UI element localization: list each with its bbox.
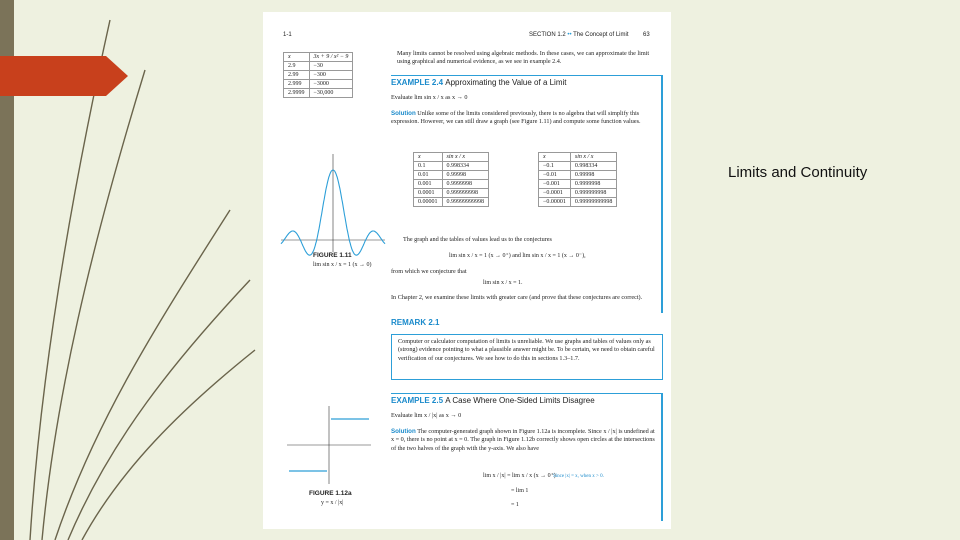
- figure112a-label: FIGURE 1.12a: [309, 490, 352, 497]
- example25-vrule: [661, 393, 663, 521]
- header-section: SECTION 1.2: [529, 32, 566, 38]
- table2-cell: 0.99999999998: [442, 198, 489, 207]
- example24-evaluate: Evaluate lim sin x / x as x → 0: [391, 94, 468, 101]
- table3-cell: 0.99998: [570, 171, 617, 180]
- table2-cell: 0.1: [414, 162, 443, 171]
- example24-heading: [391, 78, 567, 87]
- table2-cell: 0.001: [414, 180, 443, 189]
- table1-cell: 2.999: [284, 80, 310, 89]
- figure111-caption: lim sin x / x = 1 (x → 0): [313, 262, 372, 268]
- table3-cell: −0.00001: [539, 198, 571, 207]
- table3-cell: 0.99999999998: [570, 198, 617, 207]
- table3-cell: 0.9999998: [570, 180, 617, 189]
- remark-box: [391, 334, 663, 380]
- table3-cell: 0.998334: [570, 162, 617, 171]
- example24-solution-label: Solution: [391, 110, 416, 117]
- figure112a-caption: y = x / |x|: [321, 500, 344, 506]
- example25-heading: [391, 396, 595, 405]
- header-dots: ••: [567, 32, 572, 38]
- example25-rule: [391, 393, 663, 394]
- table3-cell: 0.999999998: [570, 189, 617, 198]
- table1-cell: −30: [309, 62, 353, 71]
- example24-solution-text: Unlike some of the limits considered previously, there is no algebra that will simplify this expression. However, we can still draw a graph (see Figure 1.11) and compute some function values.: [391, 110, 641, 126]
- conjecture-final: lim sin x / x = 1.: [483, 280, 523, 286]
- page-header-section: [529, 32, 628, 38]
- table2-header-f: sin x / x: [442, 153, 489, 162]
- table1-cell: 2.9999: [284, 89, 310, 98]
- arrow-shape: [0, 56, 128, 96]
- conjecture-math: lim sin x / x = 1 (x → 0⁺) and lim sin x / x = 1 (x → 0⁻),: [449, 253, 586, 259]
- table2-cell: 0.0001: [414, 189, 443, 198]
- table1-cell: −30,000: [309, 89, 353, 98]
- example25-title: A Case Where One-Sided Limits Disagree: [445, 396, 595, 405]
- table3-cell: −0.1: [539, 162, 571, 171]
- x-over-absx-graph: [285, 404, 373, 486]
- example25-label: EXAMPLE 2.5: [391, 396, 444, 405]
- table2-cell: 0.01: [414, 171, 443, 180]
- remark-label: REMARK 2.1: [391, 318, 440, 327]
- table2-cell: 0.00001: [414, 198, 443, 207]
- example25-side-note: Since |x| = x, when x > 0.: [553, 474, 604, 479]
- values-table-3: [538, 152, 617, 207]
- slide-title: Limits and Continuity: [728, 164, 868, 181]
- example24-rule: [391, 75, 663, 76]
- example25-math-3: = 1: [511, 502, 519, 508]
- example25-math-2: = lim 1: [511, 488, 529, 494]
- example24-label: EXAMPLE 2.4: [391, 78, 444, 87]
- conjecture-from: from which we conjecture that: [391, 268, 467, 275]
- example25-math-1: lim x / |x| = lim x / x (x → 0⁺): [483, 473, 556, 479]
- table1-header-x: x: [284, 53, 310, 62]
- example25-solution: [391, 428, 657, 453]
- header-title: The Concept of Limit: [573, 32, 629, 38]
- example24-title: Approximating the Value of a Limit: [445, 78, 567, 87]
- conjecture-intro: The graph and the tables of values lead us to the conjectures: [403, 236, 552, 243]
- table3-cell: −0.001: [539, 180, 571, 189]
- page-header-left: 1-1: [283, 32, 292, 38]
- intro-paragraph: Many limits cannot be resolved using algebraic methods. In these cases, we can approximate the limit using graphical and numerical evidence, as we see in example 2.4.: [397, 50, 650, 66]
- example24-solution: [391, 110, 657, 127]
- example25-solution-label: Solution: [391, 428, 416, 435]
- page-number: 63: [643, 32, 650, 38]
- table1-header-f: 3x + 9 / x² − 9: [309, 53, 353, 62]
- example25-evaluate: Evaluate lim x / |x| as x → 0: [391, 412, 462, 419]
- table2-header-x: x: [414, 153, 443, 162]
- table3-header-x: x: [539, 153, 571, 162]
- table2-cell: 0.998334: [442, 162, 489, 171]
- table1-cell: 2.99: [284, 71, 310, 80]
- table2-cell: 0.99998: [442, 171, 489, 180]
- figure111-label: FIGURE 1.11: [313, 252, 352, 259]
- table2-cell: 0.999999998: [442, 189, 489, 198]
- values-table-1: [283, 52, 353, 98]
- chapter-note: In Chapter 2, we examine these limits with greater care (and prove that these conjectures are correct).: [391, 294, 643, 301]
- example24-vrule: [661, 75, 663, 313]
- values-table-2: [413, 152, 489, 207]
- table1-cell: −3000: [309, 80, 353, 89]
- table1-cell: −300: [309, 71, 353, 80]
- table3-cell: −0.01: [539, 171, 571, 180]
- example25-solution-text: The computer-generated graph shown in Figure 1.12a is incomplete. Since x / |x| is undefined at x = 0, there is no point at x = 0. The graph in Figure 1.12b correctly shows open circles at the intersections of the two halves of the graph with the y-axis. We also have: [391, 428, 655, 452]
- textbook-page: [263, 12, 671, 529]
- table3-cell: −0.0001: [539, 189, 571, 198]
- sinx-over-x-graph: [279, 152, 387, 257]
- remark-text: Computer or calculator computation of limits is unreliable. We use graphs and tables of values only as (strong) evidence pointing to what a plausible answer might be. To be certain, we need to obtain careful verification of our conjectures. We see how to do this in sections 1.3–1.7.: [398, 338, 655, 362]
- table3-header-f: sin x / x: [570, 153, 617, 162]
- table1-cell: 2.9: [284, 62, 310, 71]
- table2-cell: 0.9999998: [442, 180, 489, 189]
